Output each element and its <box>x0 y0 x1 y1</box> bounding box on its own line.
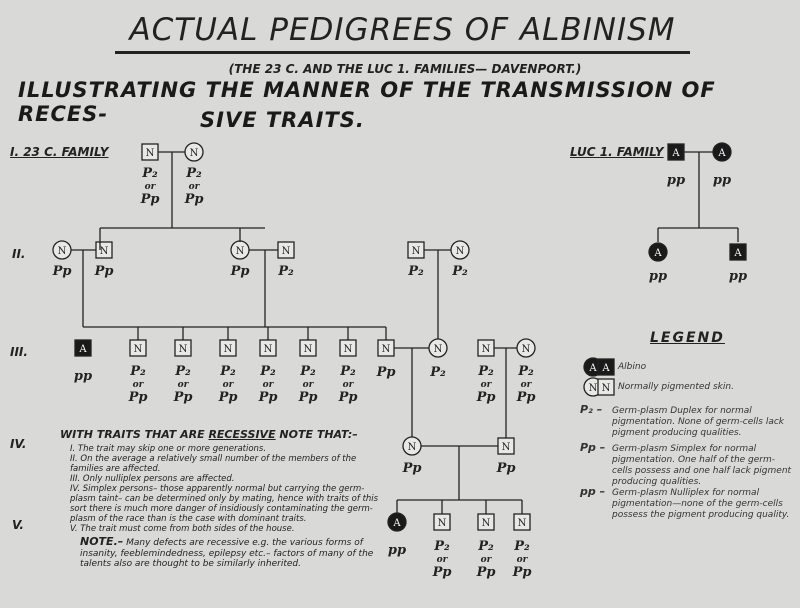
genotype-label: Pp <box>52 264 72 279</box>
generation-label-4: IV. <box>10 437 27 451</box>
genotype-label: Pp <box>173 390 193 405</box>
symbol-letter: N <box>407 442 417 453</box>
genotype-label: pp <box>387 543 407 558</box>
symbol-letter: N <box>303 344 313 355</box>
symbol-letter: N <box>437 518 447 529</box>
genotype-label: P₂ <box>434 539 450 554</box>
symbol-letter: N <box>601 383 611 394</box>
legend-simplex-key: Pp – <box>580 441 606 454</box>
symbol-letter: N <box>99 246 109 257</box>
symbol-letter: N <box>481 344 491 355</box>
genotype-label: Pp <box>376 365 396 380</box>
symbol-letter: N <box>433 344 443 355</box>
symbol-letter: A <box>654 248 662 259</box>
or-label: or <box>177 380 189 390</box>
or-label: or <box>436 555 448 565</box>
genotype-label: pp <box>712 173 732 188</box>
symbol-letter: N <box>178 344 188 355</box>
generation-label-3: III. <box>10 345 28 359</box>
subtitle: (THE 23 C. AND THE LUC 1. FAMILIES— DAVENPORT.) <box>228 62 582 76</box>
legend-normal: Normally pigmented skin. <box>618 382 734 392</box>
heading-line-2: SIVE TRAITS. <box>200 108 365 132</box>
genotype-label: P₂ <box>452 264 468 279</box>
generation-label-5: V. <box>12 518 24 532</box>
genotype-label: P₂ <box>186 166 202 181</box>
or-label: or <box>516 555 528 565</box>
heading-line-1: ILLUSTRATING THE MANNER OF THE TRANSMISSION OF RECES- <box>18 78 716 126</box>
genotype-label: Pp <box>184 192 204 207</box>
or-label: or <box>262 380 274 390</box>
note-paragraph: NOTE.– Many defects are recessive e.g. the various forms of insanity, feeblemindedness, epilepsy etc.– factors of many of the talents also are thought to be similarly inherited. <box>80 535 374 569</box>
genotype-label: P₂ <box>478 364 494 379</box>
note-item: IV. Simplex persons– those apparently normal but carrying the germ-plasm taint– can be determined only by mating, hence with traits of this sort there is much more danger of insidiously contaminating the germ-plasm of the race than is the case with dominant traits. <box>70 484 379 524</box>
symbol-letter: N <box>455 246 465 257</box>
family-luc1-label: LUC 1. FAMILY <box>570 145 664 159</box>
genotype-label: Pp <box>298 390 318 405</box>
genotype-label: Pp <box>128 390 148 405</box>
genotype-label: Pp <box>496 461 516 476</box>
generation-label-2: II. <box>12 247 26 261</box>
symbol-letter: N <box>411 246 421 257</box>
genotype-label: P₂ <box>130 364 146 379</box>
genotype-label: P₂ <box>175 364 191 379</box>
genotype-label: pp <box>73 369 93 384</box>
legend-duplex-key: P₂ – <box>580 403 603 416</box>
or-label: or <box>222 380 234 390</box>
recessive-notes <box>60 428 380 570</box>
symbol-letter: N <box>343 344 353 355</box>
or-label: or <box>144 182 156 192</box>
symbol-letter: A <box>672 148 680 159</box>
or-label: or <box>342 380 354 390</box>
symbol-letter: N <box>223 344 233 355</box>
genotype-label: P₂ <box>340 364 356 379</box>
symbol-letter: A <box>589 363 597 374</box>
or-label: or <box>480 380 492 390</box>
genotype-label: pp <box>648 269 668 284</box>
symbol-letter: N <box>57 246 67 257</box>
or-label: or <box>480 555 492 565</box>
symbol-letter: A <box>79 344 87 355</box>
notes-list <box>60 444 380 534</box>
legend-albino: Albino <box>618 362 647 372</box>
notes-heading: WITH TRAITS THAT ARE RECESSIVE NOTE THAT:– <box>60 428 358 441</box>
page-title: ACTUAL PEDIGREES OF ALBINISM <box>129 12 676 48</box>
symbol-letter: A <box>734 248 742 259</box>
symbol-letter: N <box>588 383 598 394</box>
genotype-label: P₂ <box>220 364 236 379</box>
genotype-label: Pp <box>230 264 250 279</box>
genotype-label: P₂ <box>300 364 316 379</box>
note-item: V. The trait must come from both sides of the house. <box>70 524 295 534</box>
symbol-letter: N <box>189 148 199 159</box>
genotype-label: P₂ <box>478 539 494 554</box>
genotype-label: P₂ <box>142 166 158 181</box>
genotype-label: Pp <box>476 390 496 405</box>
legend-simplex-desc: Germ-plasm Simplex for normal pigmentation. One half of the germ-cells possess and one half lack pigment producing qualities. <box>612 444 792 487</box>
symbol-letter: N <box>521 344 531 355</box>
genotype-label: P₂ <box>514 539 530 554</box>
genotype-label: Pp <box>476 565 496 580</box>
symbol-letter: N <box>145 148 155 159</box>
legend-duplex-desc: Germ-plasm Duplex for normal pigmentation. None of germ-cells lack pigment producing qualities. <box>612 406 784 438</box>
legend-title: LEGEND <box>650 330 725 346</box>
genotype-label: Pp <box>516 390 536 405</box>
symbol-letter: N <box>235 246 245 257</box>
note-item: II. On the average a relatively small number of the members of the families are affected. <box>70 454 357 474</box>
legend-nulliplex-desc: Germ-plasm Nulliplex for normal pigmentation—none of the germ-cells possess the pigment producing quality. <box>612 488 790 520</box>
genotype-label: Pp <box>338 390 358 405</box>
genotype-label: P₂ <box>278 264 294 279</box>
family-23c-label: I. 23 C. FAMILY <box>10 145 109 159</box>
genotype-label: Pp <box>258 390 278 405</box>
genotype-label: pp <box>666 173 686 188</box>
genotype-label: Pp <box>218 390 238 405</box>
genotype-label: P₂ <box>408 264 424 279</box>
or-label: or <box>520 380 532 390</box>
or-label: or <box>188 182 200 192</box>
symbol-letter: A <box>718 148 726 159</box>
genotype-label: Pp <box>512 565 532 580</box>
genotype-label: Pp <box>140 192 160 207</box>
symbol-letter: N <box>501 442 511 453</box>
genotype-label: P₂ <box>260 364 276 379</box>
symbol-letter: N <box>281 246 291 257</box>
symbol-letter: A <box>393 518 401 529</box>
or-label: or <box>302 380 314 390</box>
genotype-label: P₂ <box>518 364 534 379</box>
symbol-letter: N <box>263 344 273 355</box>
genotype-label: Pp <box>402 461 422 476</box>
note-item: I. The trait may skip one or more generations. <box>70 444 267 454</box>
legend-nulliplex-key: pp – <box>580 485 606 498</box>
genotype-label: pp <box>728 269 748 284</box>
genotype-label: P₂ <box>430 365 446 380</box>
symbol-letter: N <box>381 344 391 355</box>
genotype-label: Pp <box>94 264 114 279</box>
symbol-letter: N <box>517 518 527 529</box>
symbol-letter: A <box>602 363 610 374</box>
note-item: III. Only nulliplex persons are affected. <box>70 474 235 484</box>
or-label: or <box>132 380 144 390</box>
symbol-letter: N <box>133 344 143 355</box>
symbol-letter: N <box>481 518 491 529</box>
genotype-label: Pp <box>432 565 452 580</box>
